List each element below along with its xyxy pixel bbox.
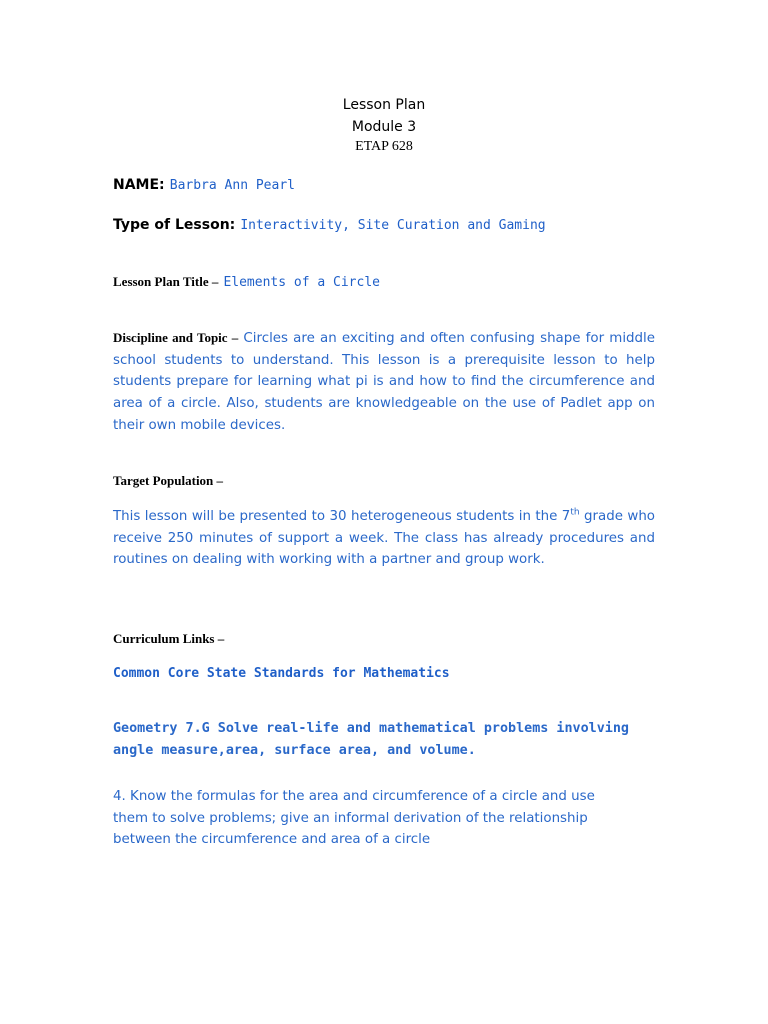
common-core-heading: Common Core State Standards for Mathematics <box>113 666 450 681</box>
header-module: Module 3 <box>351 119 417 135</box>
target-text-after: grade who receive 250 minutes of support a week. The class has already procedures and routines on dealing with working with a partner and group work. <box>113 509 655 568</box>
name-label: NAME: <box>113 177 165 193</box>
name-line <box>113 174 658 193</box>
name-value: Barbra Ann Pearl <box>169 178 295 193</box>
header-course: ETAP 628 <box>355 139 413 154</box>
target-superscript: th <box>570 507 580 518</box>
discipline-paragraph <box>113 327 655 437</box>
target-population-label: Target Population – <box>113 473 224 488</box>
type-of-lesson-line <box>113 214 658 233</box>
lesson-title-label: Lesson Plan Title – <box>113 274 219 289</box>
standard-item-4: 4. Know the formulas for the area and circumference of a circle and use them to solve problems; give an informal derivation of the relationship between the circumference and area of a circle <box>113 789 595 848</box>
curriculum-links-label-line <box>113 628 658 647</box>
curriculum-links-label: Curriculum Links – <box>113 631 225 646</box>
lesson-title-value: Elements of a Circle <box>223 275 380 290</box>
target-population-paragraph <box>113 506 655 571</box>
type-of-lesson-value: Interactivity, Site Curation and Gaming <box>240 218 546 233</box>
target-population-label-line <box>113 470 658 489</box>
geometry-standard: Geometry 7.G Solve real-life and mathematical problems involving angle measure,area, surface area, and volume. <box>113 721 629 758</box>
discipline-label: Discipline and Topic – <box>113 330 239 345</box>
type-of-lesson-label: Type of Lesson: <box>113 217 236 233</box>
discipline-text: Circles are an exciting and often confusing shape for middle school students to understand. This lesson is a prerequisite lesson to help students prepare for learning what pi is and how to find the circumference and area of a circle. Also, students are knowledgeable on the use of Padlet app on their own mobile devices. <box>113 331 655 433</box>
target-text-before: This lesson will be presented to 30 heterogeneous students in the 7 <box>113 509 571 524</box>
header-lesson-plan: Lesson Plan <box>342 97 426 113</box>
lesson-title-line <box>113 271 658 290</box>
